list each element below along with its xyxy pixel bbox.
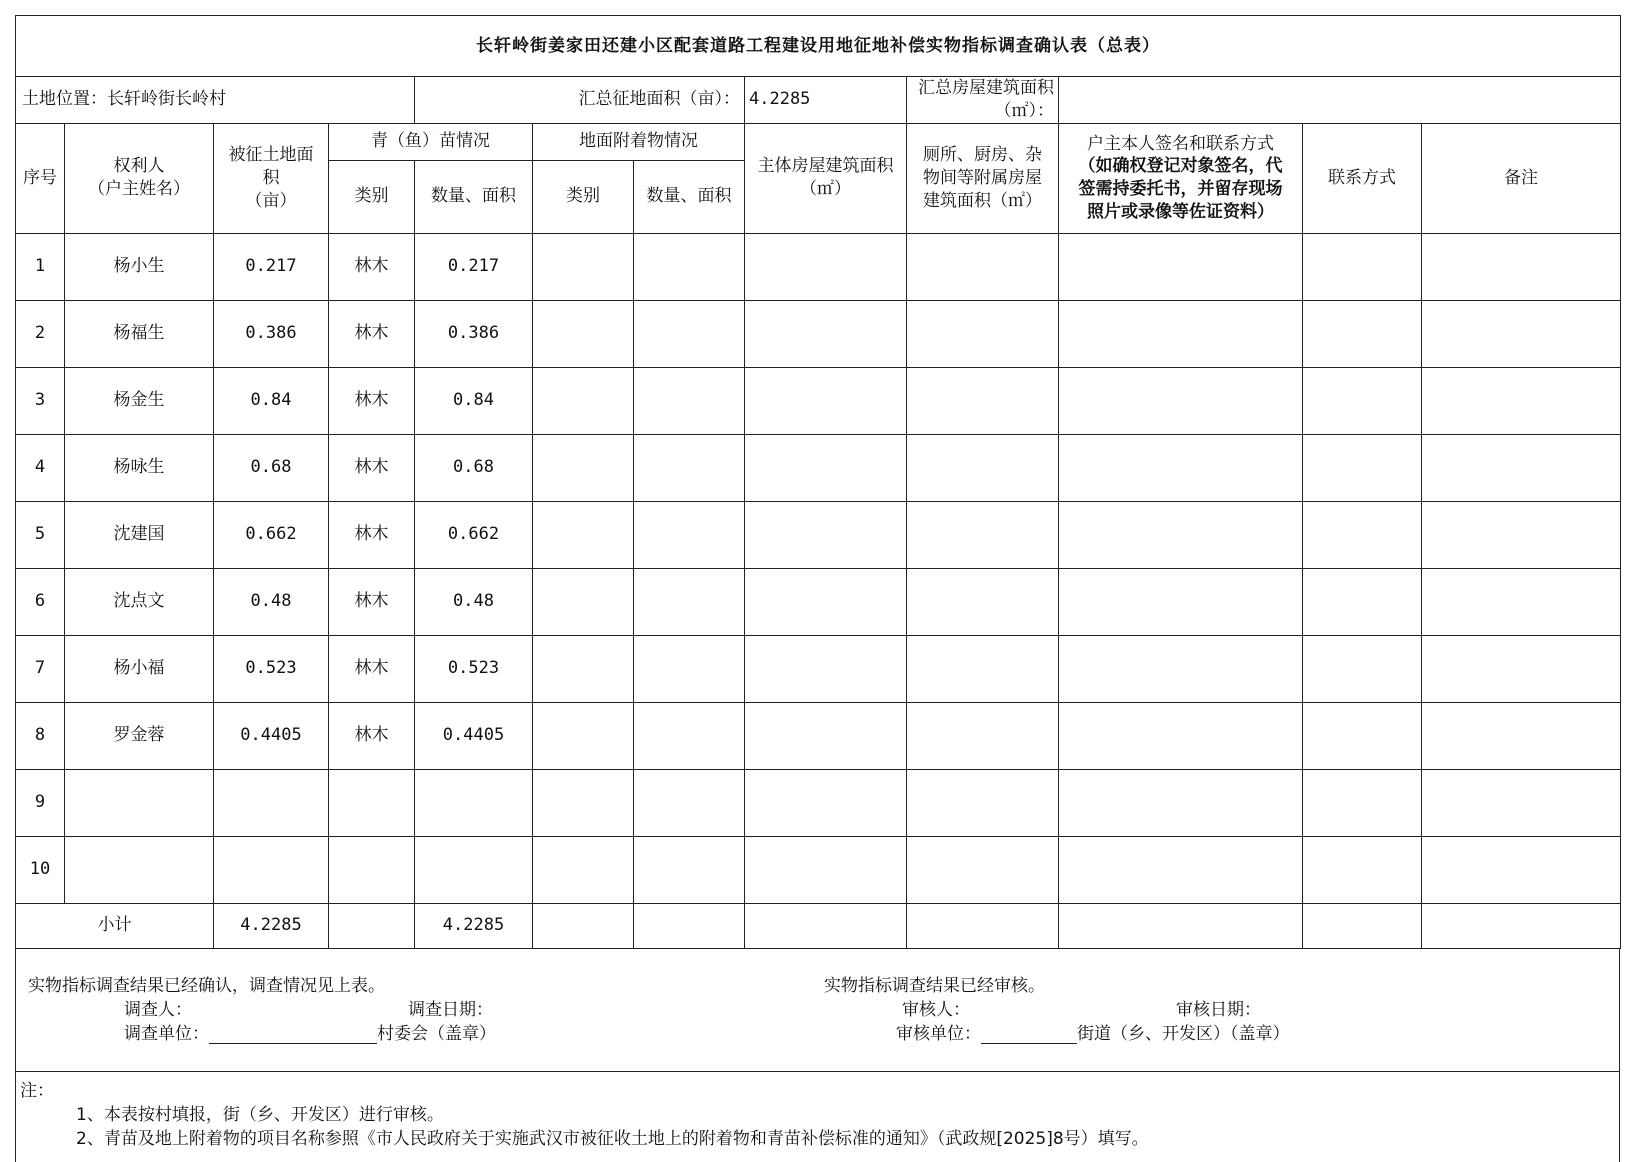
form-title: 长轩岭街姜家田还建小区配套道路工程建设用地征地补偿实物指标调查确认表（总表） xyxy=(16,16,1621,77)
total-area-value: 4.2285 xyxy=(745,77,907,124)
investigate-unit-blank xyxy=(209,1025,377,1044)
row-contact xyxy=(1303,568,1422,635)
row-seedling-category: 林木 xyxy=(329,233,415,300)
row-contact xyxy=(1303,501,1422,568)
row-seq: 1 xyxy=(16,233,65,300)
header-attachment: 地面附着物情况 xyxy=(533,123,745,160)
row-remark xyxy=(1422,635,1621,702)
total-building-value xyxy=(1059,77,1621,124)
row-aux-house-area xyxy=(907,769,1059,836)
row-attachment-quantity xyxy=(634,769,745,836)
row-owner: 杨小生 xyxy=(65,233,214,300)
row-aux-house-area xyxy=(907,635,1059,702)
header-row-1 xyxy=(16,123,1621,160)
row-seq: 3 xyxy=(16,367,65,434)
row-attachment-quantity xyxy=(634,367,745,434)
row-land-area: 0.386 xyxy=(214,300,329,367)
row-seq: 9 xyxy=(16,769,65,836)
row-seq: 10 xyxy=(16,836,65,903)
info-row xyxy=(16,77,1621,124)
investigate-date-label: 调查日期： xyxy=(408,999,493,1020)
row-main-house-area xyxy=(745,635,907,702)
row-signature xyxy=(1059,836,1303,903)
row-signature xyxy=(1059,501,1303,568)
row-attachment-category xyxy=(533,702,634,769)
row-main-house-area xyxy=(745,501,907,568)
row-contact xyxy=(1303,702,1422,769)
header-seq: 序号 xyxy=(16,123,65,233)
row-land-area xyxy=(214,836,329,903)
header-seedling: 青（鱼）苗情况 xyxy=(329,123,533,160)
row-signature xyxy=(1059,769,1303,836)
table-row xyxy=(16,233,1621,300)
row-owner: 沈点文 xyxy=(65,568,214,635)
row-attachment-quantity xyxy=(634,836,745,903)
row-main-house-area xyxy=(745,836,907,903)
row-attachment-quantity xyxy=(634,434,745,501)
row-seedling-quantity: 0.662 xyxy=(415,501,533,568)
row-land-area: 0.217 xyxy=(214,233,329,300)
row-remark xyxy=(1422,434,1621,501)
row-seedling-category: 林木 xyxy=(329,300,415,367)
row-attachment-category xyxy=(533,836,634,903)
note-item-2: 2、青苗及地上附着物的项目名称参照《市人民政府关于实施武汉市被征收土地上的附着物和青苗补偿标准的通知》（武政规[2025]8号）填写。 xyxy=(76,1128,1149,1149)
row-signature xyxy=(1059,568,1303,635)
review-date-label: 审核日期： xyxy=(1176,999,1261,1020)
row-seedling-quantity: 0.386 xyxy=(415,300,533,367)
note-item-1: 1、本表按村填报，街（乡、开发区）进行审核。 xyxy=(76,1104,444,1125)
row-seedling-quantity xyxy=(415,836,533,903)
row-land-area: 0.48 xyxy=(214,568,329,635)
header-signature: 户主本人签名和联系方式 （如确权登记对象签名，代 签需持委托书，并留存现场 照片或录像等佐证资料） xyxy=(1059,123,1303,233)
row-attachment-category xyxy=(533,568,634,635)
row-seq: 8 xyxy=(16,702,65,769)
row-attachment-category xyxy=(533,434,634,501)
row-attachment-quantity xyxy=(634,568,745,635)
row-contact xyxy=(1303,367,1422,434)
row-seq: 4 xyxy=(16,434,65,501)
row-contact xyxy=(1303,434,1422,501)
row-signature xyxy=(1059,367,1303,434)
header-attachment-category: 类别 xyxy=(533,160,634,233)
row-main-house-area xyxy=(745,568,907,635)
left-confirm-text: 实物指标调查结果已经确认，调查情况见上表。 xyxy=(28,975,385,996)
notes-label: 注： xyxy=(20,1080,54,1101)
row-seedling-category: 林木 xyxy=(329,434,415,501)
row-main-house-area xyxy=(745,367,907,434)
subtotal-empty-cell xyxy=(329,903,415,948)
investigator-label: 调查人： xyxy=(124,999,192,1020)
subtotal-label: 小计 xyxy=(16,903,214,948)
row-attachment-quantity xyxy=(634,233,745,300)
signature-block xyxy=(15,949,1620,1072)
row-attachment-category xyxy=(533,233,634,300)
row-attachment-category xyxy=(533,300,634,367)
subtotal-empty-cell xyxy=(1422,903,1621,948)
table-row xyxy=(16,501,1621,568)
row-aux-house-area xyxy=(907,702,1059,769)
row-seedling-quantity: 0.4405 xyxy=(415,702,533,769)
row-seedling-quantity: 0.523 xyxy=(415,635,533,702)
reviewer-label: 审核人： xyxy=(902,999,970,1020)
header-seedling-quantity: 数量、面积 xyxy=(415,160,533,233)
subtotal-empty-cell xyxy=(745,903,907,948)
header-owner: 权利人 （户主姓名） xyxy=(65,123,214,233)
table-row xyxy=(16,769,1621,836)
row-seq: 7 xyxy=(16,635,65,702)
total-area-label: 汇总征地面积（亩）： xyxy=(415,77,745,124)
row-aux-house-area xyxy=(907,233,1059,300)
header-main-house: 主体房屋建筑面积 （㎡） xyxy=(745,123,907,233)
header-contact: 联系方式 xyxy=(1303,123,1422,233)
row-seq: 2 xyxy=(16,300,65,367)
row-remark xyxy=(1422,769,1621,836)
row-land-area xyxy=(214,769,329,836)
row-remark xyxy=(1422,702,1621,769)
row-owner: 沈建国 xyxy=(65,501,214,568)
row-aux-house-area xyxy=(907,434,1059,501)
row-signature xyxy=(1059,300,1303,367)
investigate-unit-label: 调查单位： 村委会（盖章） xyxy=(124,1023,496,1044)
row-aux-house-area xyxy=(907,300,1059,367)
row-seedling-quantity: 0.48 xyxy=(415,568,533,635)
row-seedling-category: 林木 xyxy=(329,501,415,568)
survey-table xyxy=(15,15,1621,949)
row-main-house-area xyxy=(745,233,907,300)
subtotal-area: 4.2285 xyxy=(214,903,329,948)
row-seq: 5 xyxy=(16,501,65,568)
row-signature xyxy=(1059,233,1303,300)
total-building-label: 汇总房屋建筑面积（㎡）： xyxy=(907,77,1059,124)
row-remark xyxy=(1422,568,1621,635)
row-remark xyxy=(1422,836,1621,903)
row-signature xyxy=(1059,434,1303,501)
row-contact xyxy=(1303,635,1422,702)
table-row xyxy=(16,434,1621,501)
row-signature xyxy=(1059,702,1303,769)
row-remark xyxy=(1422,300,1621,367)
review-unit-label: 审核单位： 街道（乡、开发区）（盖章） xyxy=(896,1023,1290,1044)
table-row xyxy=(16,702,1621,769)
row-seedling-category: 林木 xyxy=(329,568,415,635)
row-main-house-area xyxy=(745,300,907,367)
row-land-area: 0.523 xyxy=(214,635,329,702)
row-aux-house-area xyxy=(907,836,1059,903)
header-seedling-category: 类别 xyxy=(329,160,415,233)
row-attachment-category xyxy=(533,367,634,434)
row-contact xyxy=(1303,300,1422,367)
row-aux-house-area xyxy=(907,568,1059,635)
row-owner: 杨金生 xyxy=(65,367,214,434)
header-remark: 备注 xyxy=(1422,123,1621,233)
header-land-area: 被征土地面 积 （亩） xyxy=(214,123,329,233)
row-seedling-category: 林木 xyxy=(329,702,415,769)
row-contact xyxy=(1303,233,1422,300)
row-attachment-category xyxy=(533,501,634,568)
table-row xyxy=(16,300,1621,367)
row-main-house-area xyxy=(745,434,907,501)
row-seedling-quantity: 0.84 xyxy=(415,367,533,434)
table-row xyxy=(16,367,1621,434)
table-row xyxy=(16,635,1621,702)
row-attachment-category xyxy=(533,769,634,836)
row-seedling-category xyxy=(329,769,415,836)
row-owner: 罗金蓉 xyxy=(65,702,214,769)
row-owner xyxy=(65,769,214,836)
review-unit-blank xyxy=(981,1025,1077,1044)
row-main-house-area xyxy=(745,702,907,769)
row-seq: 6 xyxy=(16,568,65,635)
right-confirm-text: 实物指标调查结果已经审核。 xyxy=(824,975,1045,996)
row-seedling-category: 林木 xyxy=(329,635,415,702)
row-aux-house-area xyxy=(907,367,1059,434)
subtotal-empty-cell xyxy=(634,903,745,948)
header-attachment-quantity: 数量、面积 xyxy=(634,160,745,233)
row-remark xyxy=(1422,501,1621,568)
subtotal-quantity: 4.2285 xyxy=(415,903,533,948)
row-attachment-quantity xyxy=(634,635,745,702)
row-remark xyxy=(1422,367,1621,434)
row-aux-house-area xyxy=(907,501,1059,568)
form-sheet xyxy=(15,15,1620,1149)
row-contact xyxy=(1303,836,1422,903)
row-seedling-quantity xyxy=(415,769,533,836)
subtotal-row xyxy=(16,903,1621,948)
table-row xyxy=(16,568,1621,635)
subtotal-empty-cell xyxy=(907,903,1059,948)
table-row xyxy=(16,836,1621,903)
subtotal-empty-cell xyxy=(1303,903,1422,948)
row-land-area: 0.662 xyxy=(214,501,329,568)
row-land-area: 0.84 xyxy=(214,367,329,434)
row-owner xyxy=(65,836,214,903)
header-aux-house: 厕所、厨房、杂 物间等附属房屋 建筑面积（㎡） xyxy=(907,123,1059,233)
row-main-house-area xyxy=(745,769,907,836)
row-owner: 杨福生 xyxy=(65,300,214,367)
subtotal-empty-cell xyxy=(533,903,634,948)
row-seedling-quantity: 0.217 xyxy=(415,233,533,300)
row-owner: 杨咏生 xyxy=(65,434,214,501)
row-owner: 杨小福 xyxy=(65,635,214,702)
row-land-area: 0.4405 xyxy=(214,702,329,769)
row-remark xyxy=(1422,233,1621,300)
row-attachment-quantity xyxy=(634,702,745,769)
row-seedling-category xyxy=(329,836,415,903)
row-contact xyxy=(1303,769,1422,836)
row-signature xyxy=(1059,635,1303,702)
row-attachment-category xyxy=(533,635,634,702)
row-attachment-quantity xyxy=(634,501,745,568)
land-location: 土地位置：长轩岭街长岭村 xyxy=(16,77,415,124)
subtotal-empty-cell xyxy=(1059,903,1303,948)
notes-block xyxy=(15,1072,1620,1162)
row-seedling-quantity: 0.68 xyxy=(415,434,533,501)
row-seedling-category: 林木 xyxy=(329,367,415,434)
row-attachment-quantity xyxy=(634,300,745,367)
row-land-area: 0.68 xyxy=(214,434,329,501)
